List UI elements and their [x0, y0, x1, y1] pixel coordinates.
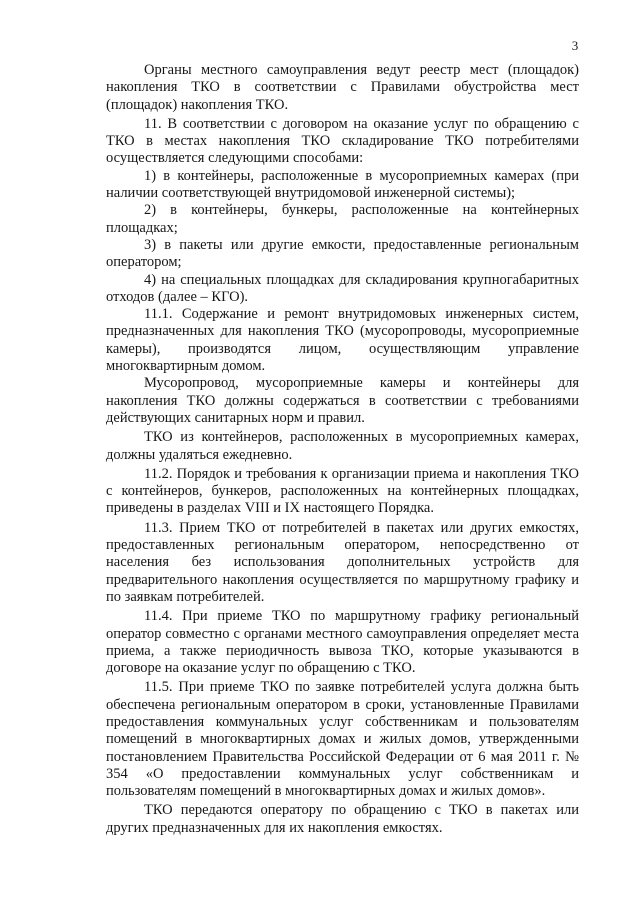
paragraph-11-item-2: 2) в контейнеры, бункеры, расположенные на контейнерных площадках;	[106, 202, 579, 236]
paragraph-daily-removal: ТКО из контейнеров, расположенных в мусороприемных камерах, должны удаляться ежедневно.	[106, 429, 579, 463]
paragraph-11-2: 11.2. Порядок и требования к организации приема и накопления ТКО с контейнеров, бункеров, расположенных на контейнерных площадках, приведены в разделах VIII и IX настоящего Порядка.	[106, 465, 579, 517]
paragraph-transfer: ТКО передаются оператору по обращению с ТКО в пакетах или других предназначенных для их накопления емкостях.	[106, 802, 579, 836]
paragraph-11: 11. В соответствии с договором на оказание услуг по обращению с ТКО в местах накопления ТКО складирование ТКО потребителями осуществляется следующими способами:	[106, 115, 579, 167]
page-number: 3	[571, 38, 579, 53]
paragraph-11-item-3: 3) в пакеты или другие емкости, предоставленные региональным оператором;	[106, 236, 579, 271]
paragraph-chute: Мусоропровод, мусороприемные камеры и контейнеры для накопления ТКО должны содержаться в соответствии с требованиями действующих санитарных норм и правил.	[106, 375, 579, 426]
paragraph-11-item-1: 1) в контейнеры, расположенные в мусороприемных камерах (при наличии соответствующей внутридомовой инженерной системы);	[106, 167, 579, 202]
paragraph-11-3: 11.3. Прием ТКО от потребителей в пакетах или других емкостях, предоставленных региональным оператором, непосредственно от населения без использования дополнительных устройств для предварительного накопления осуществляется по маршрутному графику и по заявкам потребителей.	[106, 519, 579, 605]
paragraph-11-4: 11.4. При приеме ТКО по маршрутному графику региональный оператор совместно с органами местного самоуправления определяет места приема, а также периодичность вывоза ТКО, которые указываются в договоре на оказание услуг по обращению с ТКО.	[106, 608, 579, 677]
paragraph-11-5: 11.5. При приеме ТКО по заявке потребителей услуга должна быть обеспечена региональным оператором в сроки, установленные Правилами предоставления коммунальных услуг собственникам и пользователям помещений в многоквартирных домах и жилых домов, утвержденными постановлением Правительства Российской Федерации от 6 мая 2011 г. № 354 «О предоставлении коммунальных услуг собственникам и пользователям помещений в многоквартирных домах и жилых домов».	[106, 679, 579, 800]
paragraph-registry: Органы местного самоуправления ведут реестр мест (площадок) накопления ТКО в соответствии с Правилами обустройства мест (площадок) накопления ТКО.	[106, 62, 579, 113]
paragraph-11-1: 11.1. Содержание и ремонт внутридомовых инженерных систем, предназначенных для накопления ТКО (мусоропроводы, мусороприемные камеры), производятся лицом, осуществляющим управление многоквартирным домом.	[106, 306, 579, 375]
document-body	[106, 62, 579, 837]
paragraph-11-item-4: 4) на специальных площадках для складирования крупногабаритных отходов (далее – КГО).	[106, 271, 579, 305]
